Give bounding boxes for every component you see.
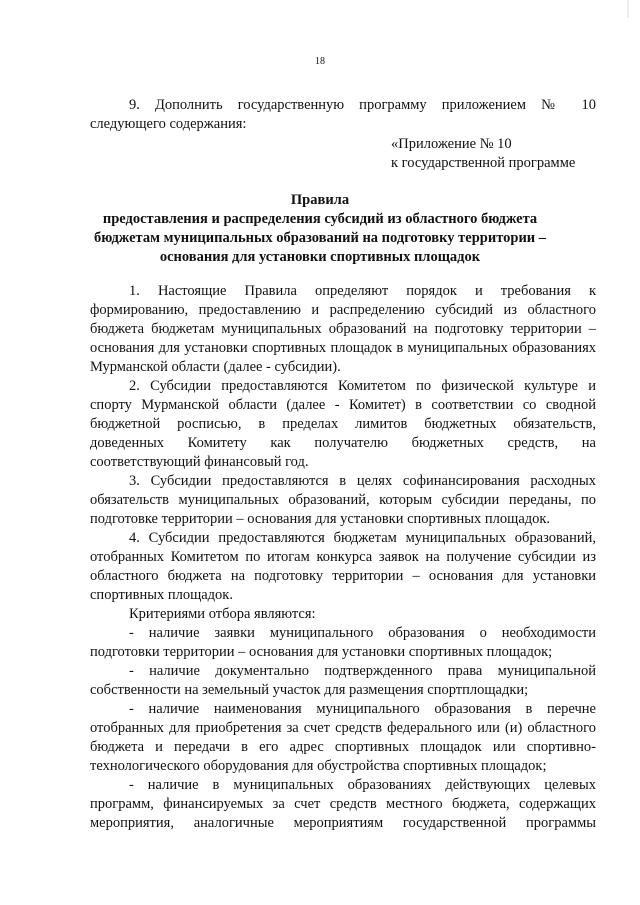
paragraph-line: 1. Настоящие Правила определяют порядок и требования к: [129, 283, 596, 299]
paragraph-line: бюджета бюджетам муниципальных образований на подготовку территории –: [90, 321, 596, 337]
criterion-1: [90, 624, 596, 662]
paragraph-line: доведенных Комитету как получателю бюджетных средств, на: [90, 435, 596, 451]
intro-line: следующего содержания:: [90, 116, 247, 132]
intro-line: 9. Дополнить государственную программу приложением № 10: [129, 97, 596, 113]
paragraph-2: [90, 377, 596, 472]
paragraph-line: 3. Субсидии предоставляются в целях софинансирования расходных: [129, 473, 596, 489]
paragraph-line: собственности на земельный участок для размещения спортплощадки;: [90, 682, 529, 698]
paragraph-line: 4. Субсидии предоставляются бюджетам муниципальных образований,: [129, 530, 596, 546]
paragraph-1: [90, 282, 596, 377]
paragraph-line: мероприятия, аналогичные мероприятиям государственной программы: [90, 815, 596, 831]
paragraph-line: Мурманской области (далее - субсидии).: [90, 359, 341, 375]
paragraph-line: подготовке территории – основания для установки спортивных площадок.: [90, 511, 551, 527]
paragraph-line: отобранных для приобретения за счет средств федерального или (и) областного: [90, 720, 596, 736]
paragraph-line: спорту Мурманской области (далее - Комитет) в соответствии со сводной: [90, 397, 596, 413]
criteria-heading: [90, 605, 596, 624]
paragraph-line: бюджета и передачи в его адрес спортивных площадок или спортивно-: [90, 739, 596, 755]
scan-corner-mark: [622, 0, 634, 18]
page-number: 18: [315, 56, 325, 67]
title-line: Правила: [290, 192, 350, 208]
paragraph-3: [90, 472, 596, 529]
paragraph-line: основания для установки спортивных площадок в муниципальных образованиях: [90, 340, 596, 356]
annex-line: «Приложение № 10: [391, 136, 512, 152]
paragraph-line: - наличие в муниципальных образованиях действующих целевых: [129, 777, 596, 793]
paragraph-line: областного бюджета на подготовку территории – основания для установки: [90, 568, 596, 584]
criterion-3: [90, 700, 596, 776]
intro-paragraph: [90, 96, 596, 134]
paragraph-line: - наличие заявки муниципального образования о необходимости: [129, 625, 596, 641]
paragraph-line: программ, финансируемых за счет средств местного бюджета, содержащих: [90, 796, 596, 812]
paragraph-line: Критериями отбора являются:: [129, 606, 316, 622]
paragraph-line: отобранных Комитетом по итогам конкурса заявок на получение субсидии из: [90, 549, 596, 565]
annex-header: [391, 135, 575, 173]
title-line: основания для установки спортивных площадок: [159, 249, 481, 265]
paragraph-line: - наличие документально подтвержденного права муниципальной: [129, 663, 596, 679]
paragraph-line: формированию, предоставлению и распределению субсидий из областного: [90, 302, 596, 318]
document-title: [60, 191, 580, 267]
paragraph-line: соответствующий финансовый год.: [90, 454, 309, 470]
criterion-2: [90, 662, 596, 700]
paragraph-line: 2. Субсидии предоставляются Комитетом по физической культуре и: [129, 378, 596, 394]
paragraph-line: бюджетной росписью, в пределах лимитов бюджетных обязательств,: [90, 416, 596, 432]
criterion-4: [90, 776, 596, 833]
paragraph-4: [90, 529, 596, 605]
annex-line: к государственной программе: [391, 155, 576, 171]
paragraph-line: обязательств муниципальных образований, которым субсидии переданы, по: [90, 492, 596, 508]
paragraph-line: - наличие наименования муниципального образования в перечне: [129, 701, 596, 717]
title-line: предоставления и распределения субсидий из областного бюджета: [102, 211, 538, 227]
paragraph-line: подготовки территории – основания для установки спортивных площадок;: [90, 644, 553, 660]
title-line: бюджетам муниципальных образований на подготовку территории –: [93, 230, 547, 246]
paragraph-line: технологического оборудования для обустройства спортивных площадок;: [90, 758, 547, 774]
paragraph-line: спортивных площадок.: [90, 587, 233, 603]
